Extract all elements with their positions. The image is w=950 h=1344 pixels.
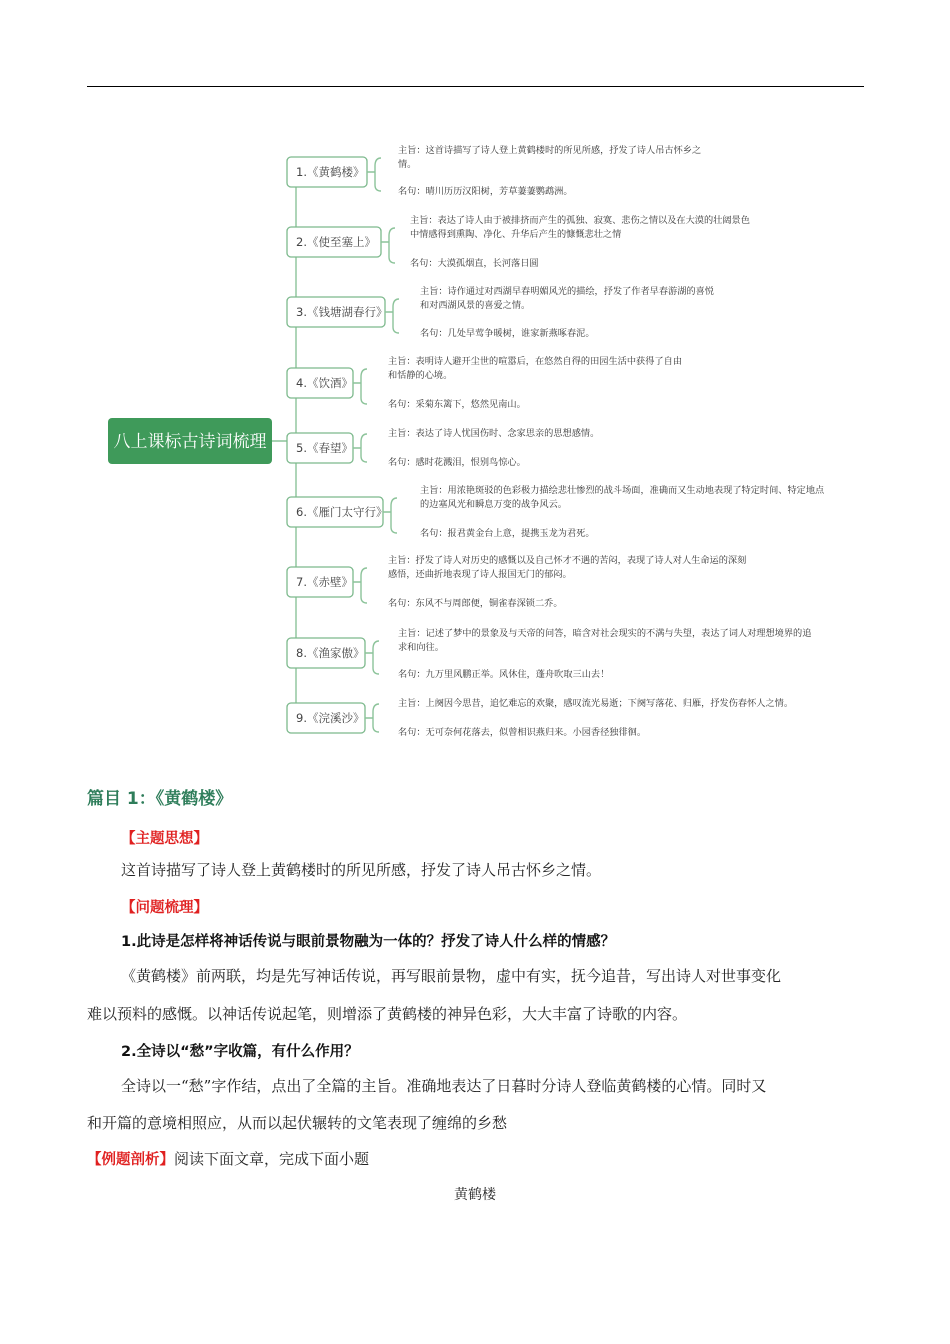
section-title: 篇目 1：《黄鹤楼》 — [87, 789, 233, 809]
theme-leaf-text: 主旨：诗作通过对西湖早春明媚风光的描绘，抒发了作者早春游湖的喜悦 — [420, 286, 714, 297]
mind-map-root-label: 八上课标古诗词梳理 — [113, 432, 267, 452]
quote-leaf-text: 名句：无可奈何花落去，似曾相识燕归来。小园香径独徘徊。 — [398, 727, 647, 738]
theme-leaf-text: 主旨：表明诗人避开尘世的喧嚣后，在悠然自得的田园生活中获得了自由 — [388, 356, 682, 367]
answer-1-line-2: 难以预料的感慨。以神话传说起笔，则增添了黄鹤楼的神异色彩，大大丰富了诗歌的内容。 — [87, 1005, 688, 1023]
branch-node-label: 6.《雁门太守行》 — [296, 505, 388, 519]
branch-node-label: 1.《黄鹤楼》 — [296, 165, 365, 179]
answer-1-line-1: 《黄鹤楼》前两联，均是先写神话传说，再写眼前景物，虚中有实，抚今追昔，写出诗人对世事变化 — [121, 967, 782, 985]
quote-leaf-text: 名句：采菊东篱下，悠然见南山。 — [388, 399, 526, 410]
quote-leaf-text: 名句：报君黄金台上意，提携玉龙为君死。 — [420, 528, 595, 539]
leaf-bracket — [381, 228, 395, 263]
theme-leaf-text: 主旨：上阕因今思昔，追忆难忘的欢聚，感叹流光易逝；下阕写落花、归雁，抒发伤春怀人之情。 — [398, 698, 794, 709]
leaf-bracket — [353, 369, 367, 404]
mind-map-branch — [287, 427, 599, 468]
example-line — [87, 1149, 369, 1170]
branch-node-label: 3.《钱塘湖春行》 — [296, 305, 388, 319]
quote-leaf-text: 名句：感时花溅泪，恨别鸟惊心。 — [388, 457, 526, 468]
answer-2-line-2: 和开篇的意境相照应，从而以起伏辗转的文笔表现了缠绵的乡愁 — [87, 1114, 508, 1132]
mind-map-branch — [287, 144, 701, 197]
theme-leaf-text: 感悟，还曲折地表现了诗人报国无门的郁闷。 — [388, 569, 572, 580]
theme-leaf-text: 和恬静的心境。 — [388, 370, 453, 381]
quote-leaf-text: 名句：大漠孤烟直，长河落日圆 — [410, 258, 539, 269]
branch-node-label: 8.《渔家傲》 — [296, 646, 365, 660]
theme-text: 这首诗描写了诗人登上黄鹤楼时的所见所感，抒发了诗人吊古怀乡之情。 — [121, 861, 602, 879]
theme-leaf-text: 求和向往。 — [398, 642, 444, 653]
issues-tag: 【问题梳理】 — [121, 900, 208, 916]
answer-2-line-1: 全诗以一“愁”字作结，点出了全篇的主旨。准确地表达了日暮时分诗人登临黄鹤楼的心情。同时又 — [121, 1077, 767, 1095]
mind-map-branch — [287, 627, 811, 680]
quote-leaf-text: 名句：东风不与周郎便，铜雀春深锁二乔。 — [388, 598, 563, 609]
theme-leaf-text: 情。 — [398, 159, 417, 170]
mind-map-branch — [287, 554, 746, 609]
leaf-bracket — [365, 704, 379, 732]
theme-leaf-text: 和对西湖风景的喜爱之情。 — [420, 300, 531, 311]
theme-leaf-text: 主旨：表达了诗人忧国伤时、念家思亲的思想感情。 — [388, 428, 600, 439]
example-tag: 【例题剖析】 — [87, 1152, 174, 1168]
branch-node-label: 2.《使至塞上》 — [296, 235, 376, 249]
mind-map-branch — [287, 484, 825, 539]
leaf-bracket — [365, 641, 379, 674]
quote-leaf-text: 名句：九万里风鹏正举。风休住，蓬舟吹取三山去！ — [398, 669, 610, 680]
theme-leaf-text: 的边塞风光和瞬息万变的战争风云。 — [420, 499, 567, 510]
question-1: 1.此诗是怎样将神话传说与眼前景物融为一体的？抒发了诗人什么样的情感？ — [121, 934, 616, 950]
mind-map-nodes — [287, 144, 825, 738]
branch-node-label: 4.《饮酒》 — [296, 376, 353, 390]
question-2: 2.全诗以“愁”字收篇，有什么作用？ — [121, 1044, 359, 1060]
theme-leaf-text: 主旨：表达了诗人由于被排挤而产生的孤独、寂寞、悲伤之情以及在大漠的壮阔景色 — [410, 215, 750, 226]
example-text: 阅读下面文章，完成下面小题 — [174, 1150, 370, 1168]
leaf-bracket — [353, 568, 367, 603]
branch-node-label: 7.《赤壁》 — [296, 575, 353, 589]
theme-leaf-text: 主旨：记述了梦中的景象及与天帝的问答，暗含对社会现实的不满与失望，表达了词人对理想境界的追 — [398, 628, 812, 639]
theme-leaf-text: 主旨：用浓艳斑驳的色彩极力描绘悲壮惨烈的战斗场面，准确而又生动地表现了特定时间、特定地点 — [420, 485, 825, 496]
branch-node-label: 9.《浣溪沙》 — [296, 711, 365, 725]
quote-leaf-text: 名句：晴川历历汉阳树，芳草萋萋鹦鹉洲。 — [398, 186, 573, 197]
poem-title: 黄鹤楼 — [454, 1187, 496, 1203]
mind-map-branch — [287, 697, 793, 738]
mind-map-branch — [287, 355, 682, 410]
theme-leaf-text: 中情感得到熏陶、净化、升华后产生的慷慨悲壮之情 — [410, 229, 622, 240]
mind-map-branch — [287, 214, 750, 269]
theme-tag: 【主题思想】 — [121, 831, 208, 847]
theme-leaf-text: 主旨：抒发了诗人对历史的感慨以及自己怀才不遇的苦闷，表现了诗人对人生命运的深刻 — [388, 555, 747, 566]
branch-node-label: 5.《春望》 — [296, 441, 353, 455]
leaf-bracket — [367, 158, 381, 191]
quote-leaf-text: 名句：几处早莺争暖树，谁家新燕啄春泥。 — [420, 328, 595, 339]
leaf-bracket — [353, 434, 367, 462]
theme-leaf-text: 主旨：这首诗描写了诗人登上黄鹤楼时的所见所感，抒发了诗人吊古怀乡之 — [398, 145, 702, 156]
mind-map-branch — [287, 285, 714, 339]
